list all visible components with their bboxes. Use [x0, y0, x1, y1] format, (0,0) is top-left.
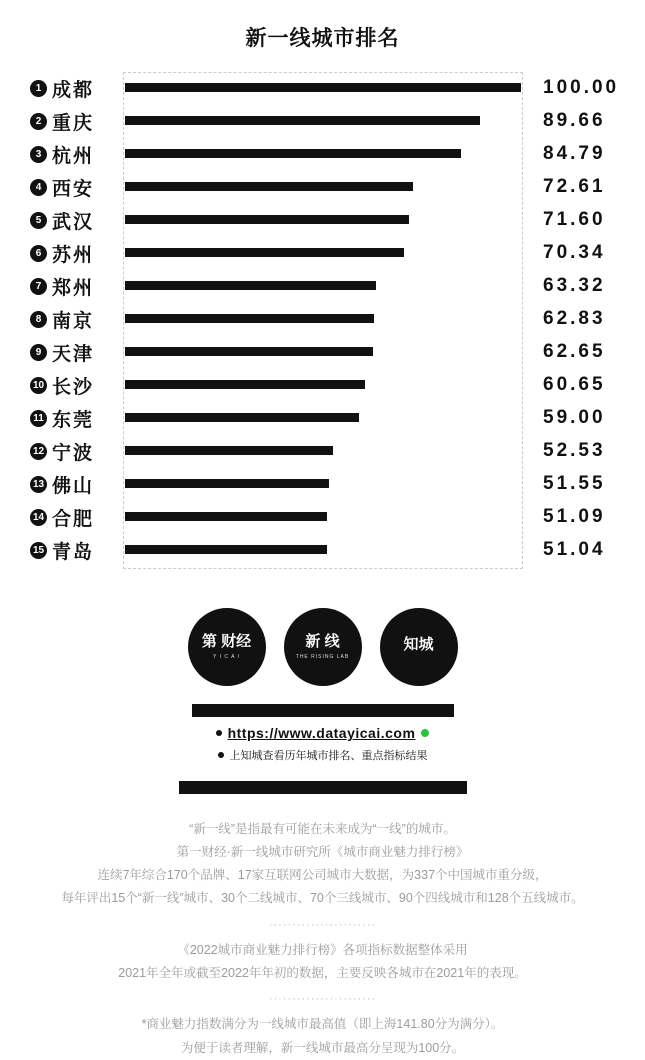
link-note-line	[173, 747, 473, 763]
footnote-separator-2: ·······················	[268, 993, 377, 1006]
rank-label	[22, 405, 123, 432]
bar-value-label: 60.65	[543, 374, 606, 395]
logo-row	[0, 608, 645, 686]
bar-value-label: 52.53	[543, 440, 606, 461]
city-name: 合肥	[52, 508, 95, 530]
logo-rising-lab-sub: THE RISING LAB	[295, 653, 350, 660]
decoration-bar-bottom	[179, 781, 467, 794]
bullet-icon-2	[218, 752, 224, 758]
footnote-line: 每年评出15个“新一线”城市、30个二线城市、70个三线城市、90个四线城市和128个五线城市。	[61, 891, 584, 906]
chart-row	[22, 402, 627, 434]
rank-badge: 14	[30, 509, 47, 526]
city-name: 宁波	[52, 442, 95, 464]
bar-cell	[123, 105, 525, 137]
city-name: 长沙	[52, 376, 95, 398]
bar	[125, 182, 413, 191]
city-name: 成都	[52, 79, 95, 101]
rank-label	[22, 438, 123, 465]
rank-badge: 11	[30, 410, 47, 427]
link-block	[173, 725, 473, 763]
rank-badge: 1	[30, 80, 47, 97]
chart-row	[22, 303, 627, 335]
rank-label	[22, 75, 123, 102]
bar-value-label: 62.65	[543, 341, 606, 362]
logo-yicai-text: 第 财经	[201, 633, 252, 651]
rank-badge: 5	[30, 212, 47, 229]
chart-rows	[22, 72, 627, 566]
rank-label	[22, 141, 123, 168]
bar-cell	[123, 270, 525, 302]
bar-cell	[123, 303, 525, 335]
bar	[125, 413, 359, 422]
rank-badge: 4	[30, 179, 47, 196]
city-name: 东莞	[52, 409, 95, 431]
bar	[125, 380, 365, 389]
chart-row	[22, 468, 627, 500]
bar-cell	[123, 402, 525, 434]
rank-badge: 2	[30, 113, 47, 130]
city-name: 郑州	[52, 277, 95, 299]
rank-label	[22, 537, 123, 564]
bar-value-label: 51.04	[543, 539, 606, 560]
city-name: 青岛	[52, 541, 95, 563]
bar-cell	[123, 171, 525, 203]
bar-cell	[123, 435, 525, 467]
rank-badge: 15	[30, 542, 47, 559]
footnote-line: “新一线”是指最有可能在未来成为“一线”的城市。	[189, 822, 456, 836]
rank-badge: 9	[30, 344, 47, 361]
chart-row	[22, 138, 627, 170]
city-name: 西安	[52, 178, 95, 200]
bar-value-label: 89.66	[543, 110, 606, 131]
bar-cell	[123, 369, 525, 401]
city-name: 杭州	[52, 145, 95, 167]
website-line[interactable]	[173, 725, 473, 741]
bar	[125, 545, 327, 554]
rank-label	[22, 471, 123, 498]
footnote-line: 第一财经·新一线城市研究所《城市商业魅力排行榜》	[176, 845, 469, 860]
link-note: 上知城查看历年城市排名、重点指标结果	[229, 750, 428, 762]
rank-badge: 3	[30, 146, 47, 163]
rank-badge: 7	[30, 278, 47, 295]
rank-label	[22, 273, 123, 300]
rank-label	[22, 372, 123, 399]
page-title: 新一线城市排名	[245, 27, 400, 50]
footnote-line: 连续7年综合170个品牌、17家互联网公司城市大数据，为337个中国城市重分级，	[97, 868, 548, 883]
decoration-bar-top	[192, 704, 454, 717]
rank-label	[22, 207, 123, 234]
rank-label	[22, 174, 123, 201]
bar	[125, 446, 333, 455]
city-name: 天津	[52, 343, 95, 365]
city-name: 南京	[52, 310, 95, 332]
chart-row	[22, 534, 627, 566]
bullet-icon	[216, 730, 222, 736]
rank-badge: 12	[30, 443, 47, 460]
footnote-line: 为便于读者理解，新一线城市最高分呈现为100分。	[180, 1040, 465, 1055]
chart-row	[22, 270, 627, 302]
chart-row	[22, 369, 627, 401]
footnote-line: 《2022城市商业魅力排行榜》各项指标数据整体采用	[177, 942, 468, 957]
bar-value-label: 51.09	[543, 506, 606, 527]
green-dot-icon	[421, 729, 429, 737]
logo-yicai-sub: Y I C A I	[213, 653, 240, 660]
city-name: 佛山	[52, 475, 95, 497]
bar-value-label: 62.83	[543, 308, 606, 329]
bar-chart	[0, 72, 645, 566]
bar	[125, 248, 404, 257]
footnote-line: 2021年全年或截至2022年年初的数据，主要反映各城市在2021年的表现。	[118, 965, 527, 980]
bar-value-label: 72.61	[543, 176, 606, 197]
rank-label	[22, 504, 123, 531]
bar	[125, 215, 409, 224]
rank-badge: 10	[30, 377, 47, 394]
bar-cell	[123, 468, 525, 500]
bar-value-label: 84.79	[543, 143, 606, 164]
chart-row	[22, 171, 627, 203]
footnotes	[0, 818, 645, 1060]
chart-row	[22, 501, 627, 533]
bar	[125, 347, 373, 356]
rank-label	[22, 240, 123, 267]
rank-badge: 8	[30, 311, 47, 328]
chart-row	[22, 72, 627, 104]
logo-rising-lab-text: 新 线	[305, 633, 340, 651]
city-name: 重庆	[52, 112, 95, 134]
city-name: 苏州	[52, 244, 95, 266]
bar	[125, 314, 374, 323]
bar-value-label: 51.55	[543, 473, 606, 494]
chart-row	[22, 336, 627, 368]
logo-zhicheng-text: 知城	[403, 636, 434, 654]
bar-value-label: 71.60	[543, 209, 606, 230]
footnote-separator: ·······················	[268, 918, 377, 931]
bar-cell	[123, 204, 525, 236]
bar	[125, 149, 461, 158]
bar	[125, 281, 376, 290]
chart-row	[22, 435, 627, 467]
rank-badge: 13	[30, 476, 47, 493]
logo-zhicheng	[380, 608, 458, 686]
bar-value-label: 59.00	[543, 407, 606, 428]
bar-value-label: 63.32	[543, 275, 606, 296]
bar-value-label: 100.00	[543, 77, 620, 98]
city-name: 武汉	[52, 211, 95, 233]
rank-label	[22, 108, 123, 135]
logo-yicai	[188, 608, 266, 686]
bar-cell	[123, 534, 525, 566]
bar-cell	[123, 72, 525, 104]
bar-value-label: 70.34	[543, 242, 606, 263]
bar	[125, 512, 327, 521]
chart-row	[22, 204, 627, 236]
footnote-line: *商业魅力指数满分为一线城市最高值（即上海141.80分为满分）。	[141, 1017, 504, 1032]
bar	[125, 479, 329, 488]
bar-cell	[123, 501, 525, 533]
rank-badge: 6	[30, 245, 47, 262]
bar-cell	[123, 336, 525, 368]
rank-label	[22, 339, 123, 366]
bar-cell	[123, 237, 525, 269]
bar	[125, 116, 480, 125]
bar	[125, 83, 521, 92]
chart-row	[22, 237, 627, 269]
logo-rising-lab	[284, 608, 362, 686]
bar-cell	[123, 138, 525, 170]
website-link[interactable]: https://www.datayicai.com	[227, 725, 416, 741]
rank-label	[22, 306, 123, 333]
chart-row	[22, 105, 627, 137]
